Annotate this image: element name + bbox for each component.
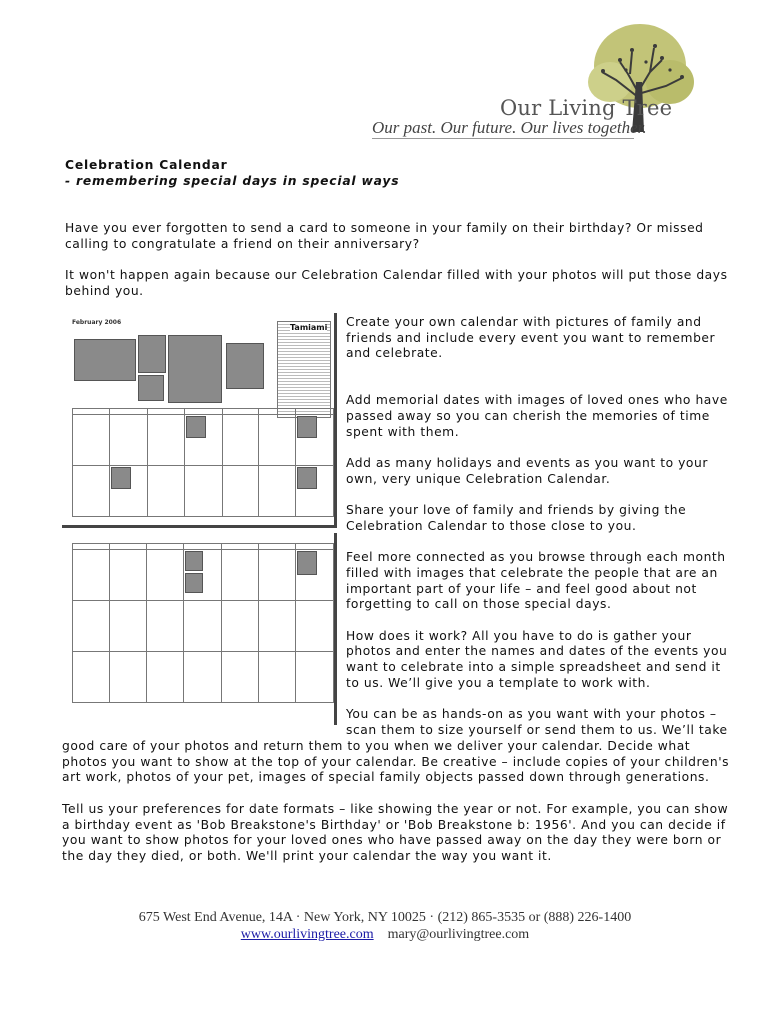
photo-portrait — [226, 343, 264, 389]
intro-paragraph: Have you ever forgotten to send a card to someone in your family on their birthday? Or missed calling to congratulate a friend on their anniversary? — [65, 221, 704, 251]
feature-paragraph: How does it work? All you have to do is gather your photos and enter the names and dates of the events you want to celebrate into a simple spreadsheet and send it to us. We’ll give you a template to work with. — [346, 628, 728, 690]
calendar-sample-image-top — [62, 313, 337, 528]
brand-name: Our Living Tree — [500, 96, 673, 120]
feature-paragraph: Create your own calendar with pictures of family and friends and include every event you want to remember and celebrate. — [346, 315, 716, 361]
feature-paragraph: Share your love of family and friends by giving the Celebration Calendar to those close to you. — [346, 503, 687, 533]
calendar-grid — [72, 543, 334, 703]
feature-paragraph: Add as many holidays and events as you want to your own, very unique Celebration Calendar. — [346, 455, 708, 486]
brand-tagline: Our past. Our future. Our lives together. — [372, 118, 647, 137]
calendar-grid — [72, 408, 334, 517]
photo-portrait — [138, 375, 164, 401]
newspaper-title: Tamiami — [290, 323, 328, 332]
newspaper-clipping — [277, 321, 331, 418]
feature-paragraph: You can be as hands-on as you want with your photos – scan them to size yourself or send them to us. We’ll take — [346, 707, 728, 737]
document-subtitle: - remembering special days in special ways — [65, 174, 400, 188]
photo-house — [74, 339, 136, 381]
footer-address: 675 West End Avenue, 14A · New York, NY 10025 · (212) 865-3535 or (888) 226-1400 — [138, 910, 632, 925]
calendar-sample-image-bottom — [62, 533, 337, 725]
logo — [360, 22, 720, 140]
feature-list — [346, 315, 731, 739]
photo-group — [168, 335, 222, 403]
website-link[interactable]: www.ourlivingtree.com — [240, 927, 374, 942]
document-title: Celebration Calendar — [65, 158, 228, 172]
email-address[interactable]: mary@ourlivingtree.com — [387, 927, 530, 942]
photo-portrait — [138, 335, 166, 373]
footer-contact — [0, 927, 770, 943]
calendar-month-label: February 2006 — [72, 319, 122, 326]
photos-paragraph-continued: good care of your photos and return them to you when we deliver your calendar. Decide what photos you want to show at the top of your calendar. Be creative – include copies of your children's art work, photos of your pet, images of special family objects passed down through generations. — [62, 739, 730, 785]
date-format-paragraph: Tell us your preferences for date formats – like showing the year or not. For example, you can show a birthday event as 'Bob Breakstone's Birthday' or 'Bob Breakstone b: 1956'. And you can decide if you want to show photos for your loved ones who have passed away on the day they were born or the day they died, or both. We'll print your calendar the way you want it. — [62, 802, 729, 864]
header-divider — [372, 138, 634, 139]
feature-paragraph: Feel more connected as you browse through each month filled with images that celebrate the people that are an important part of your life – and feel good about not forgetting to call on those special days. — [346, 550, 726, 612]
feature-paragraph: Add memorial dates with images of loved ones who have passed away so you can cherish the memories of time spent with them. — [346, 393, 728, 439]
promise-paragraph: It won't happen again because our Celebration Calendar filled with your photos will put those days behind you. — [65, 268, 728, 298]
